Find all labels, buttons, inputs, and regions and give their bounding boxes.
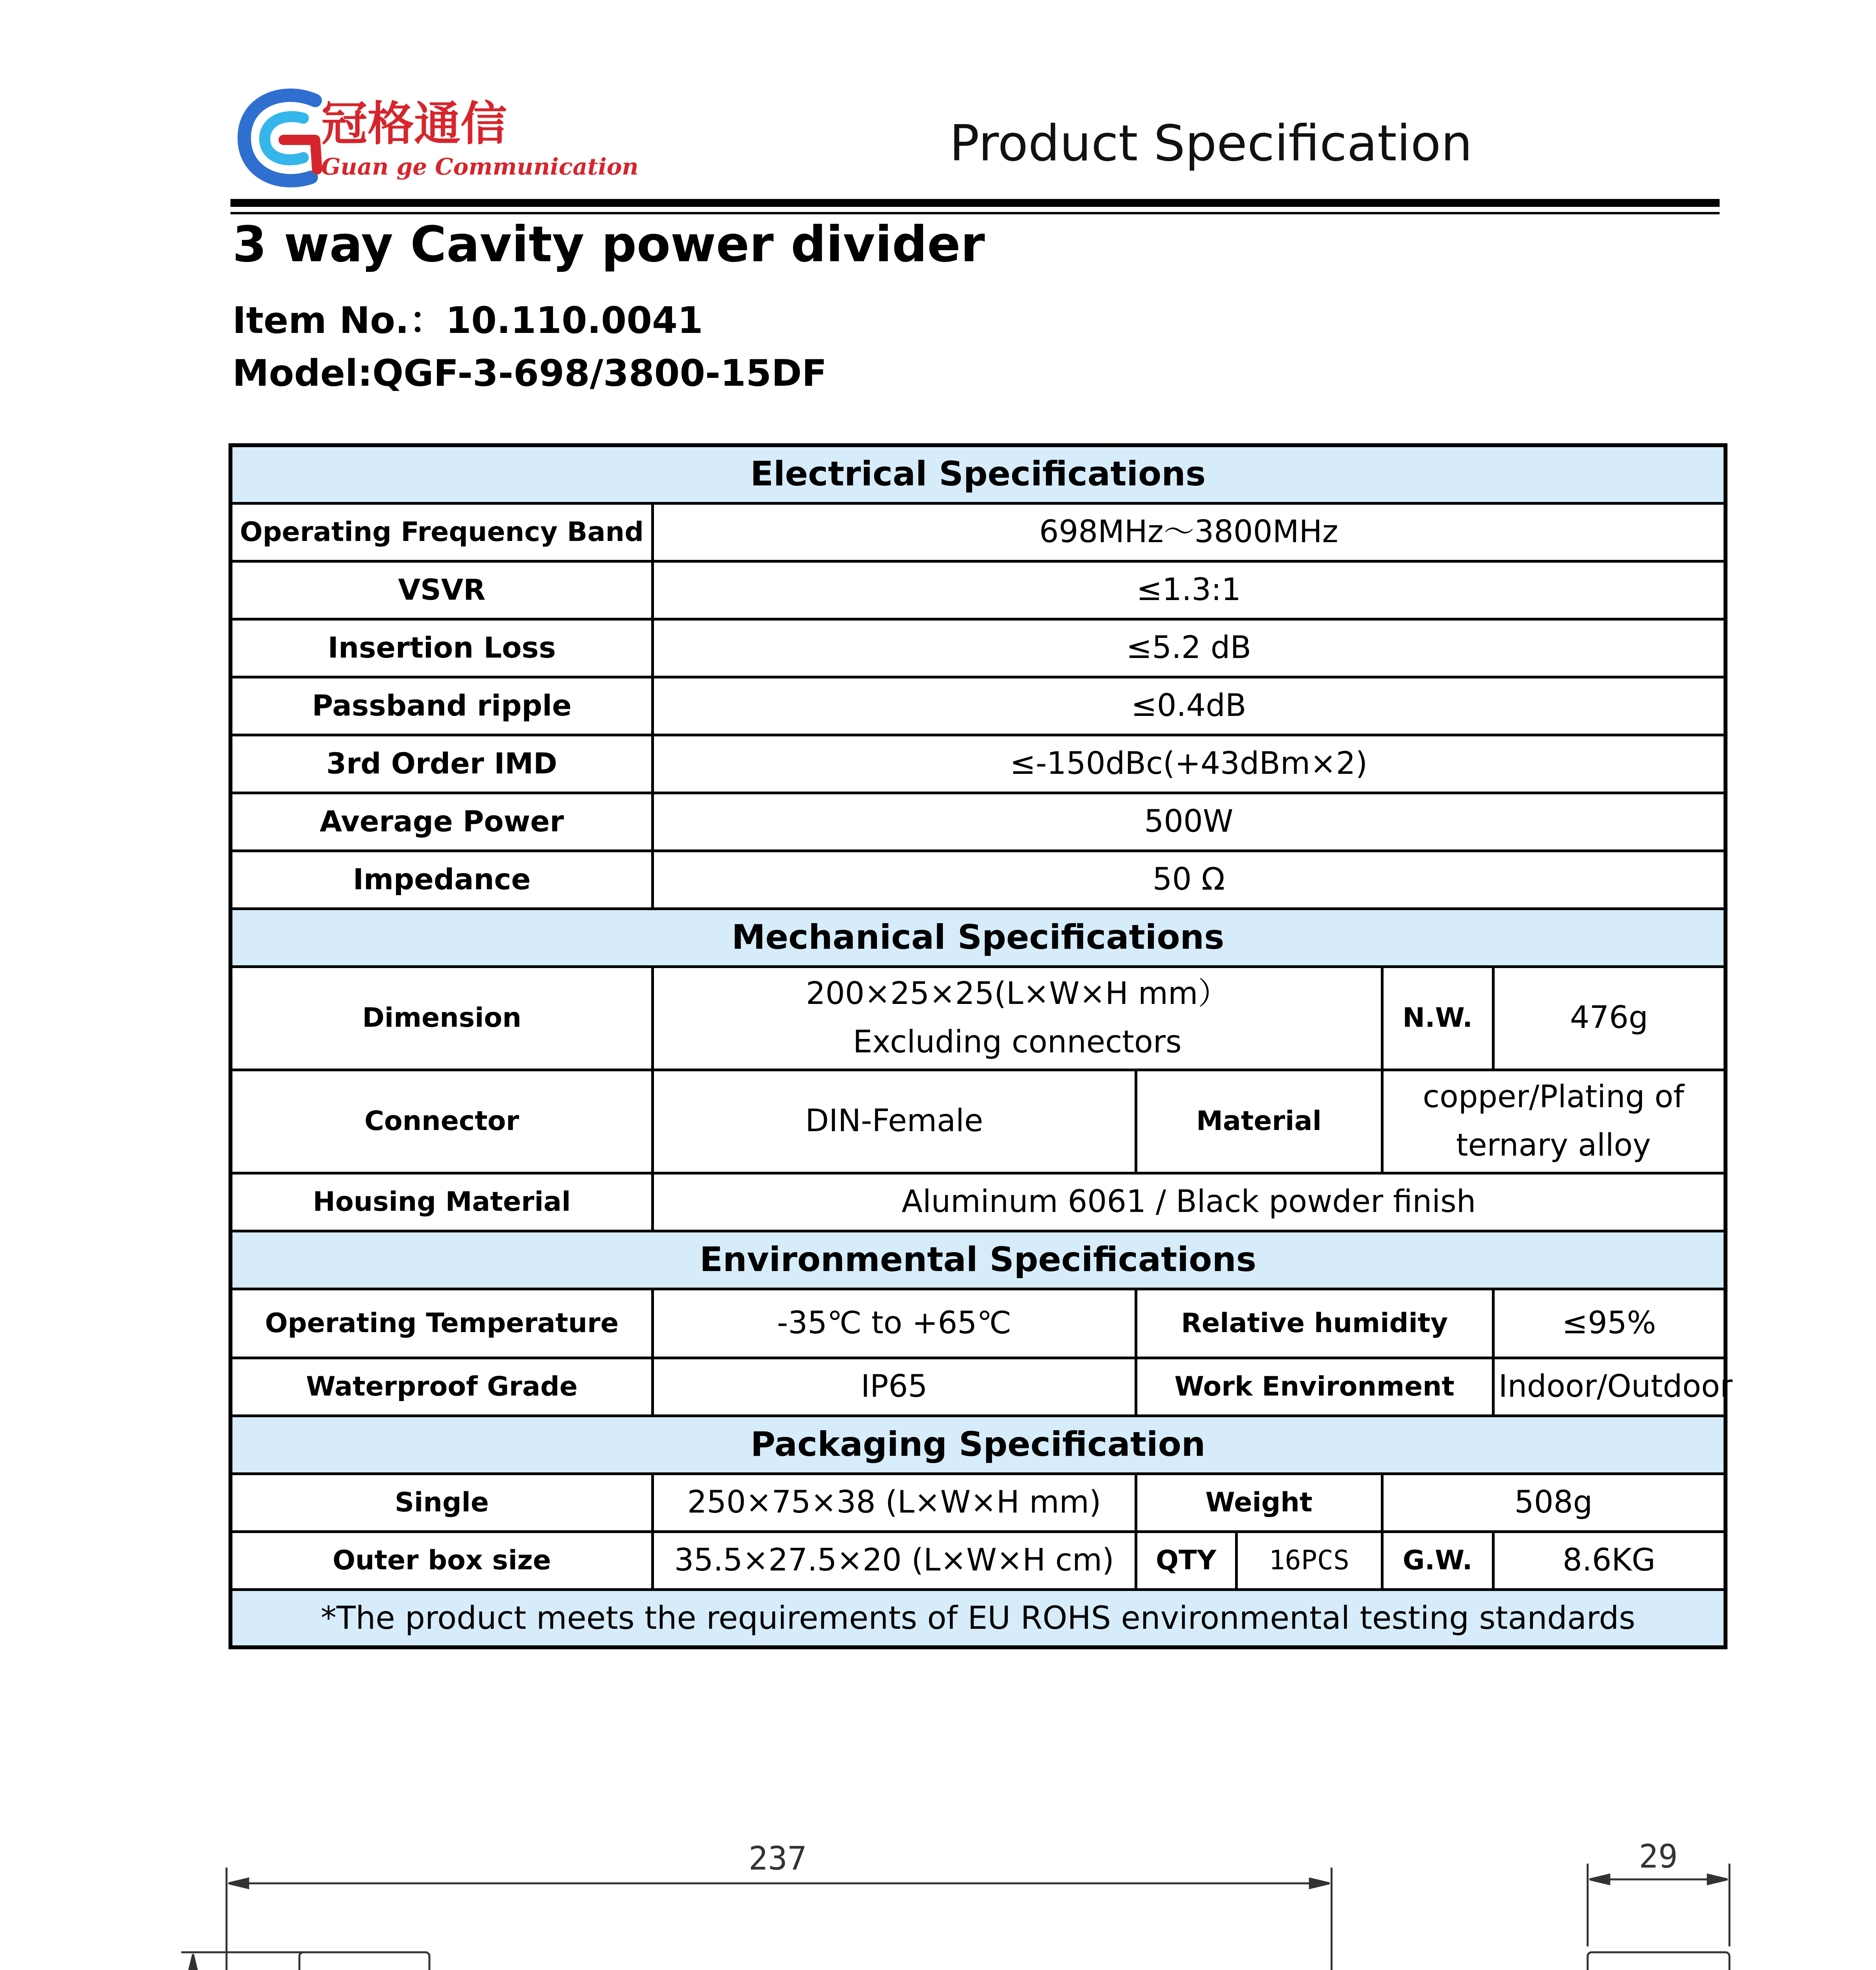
table-row <box>230 1474 1726 1531</box>
arrow-head <box>1708 1875 1727 1884</box>
housing-label: Housing Material <box>230 1173 652 1231</box>
specification-table <box>228 443 1733 1649</box>
outer-box-label: Outer box size <box>230 1531 652 1589</box>
humidity-label: Relative humidity <box>1136 1289 1493 1358</box>
side-top-flange <box>1588 1952 1729 1970</box>
table-row <box>230 793 1726 851</box>
material-line-2: ternary alloy <box>1456 1128 1651 1163</box>
table-row <box>230 619 1726 677</box>
temperature-label: Operating Temperature <box>230 1289 652 1358</box>
top-connector-flange <box>299 1952 429 1970</box>
table-row <box>230 851 1726 909</box>
material-label: Material <box>1136 1070 1382 1173</box>
logo-english-name: Guan ge Communication <box>321 153 639 180</box>
waterproof-value: IP65 <box>652 1358 1136 1416</box>
nw-label: N.W. <box>1382 966 1493 1070</box>
arrow-head <box>228 1879 248 1888</box>
electrical-heading-row <box>230 445 1726 503</box>
weight-label: Weight <box>1136 1474 1382 1531</box>
waterproof-label: Waterproof Grade <box>230 1358 652 1416</box>
material-value <box>1382 1070 1726 1173</box>
mechanical-heading: Mechanical Specifications <box>230 909 1726 966</box>
technical-drawing <box>150 1805 1773 1970</box>
spec-value: ≤-150dBc(+43dBm×2) <box>652 735 1726 793</box>
item-number: Item No.：10.110.0041 <box>232 299 703 342</box>
spec-label: 3rd Order IMD <box>230 735 652 793</box>
table-row <box>230 735 1726 793</box>
table-row <box>230 1358 1726 1416</box>
gw-value: 8.6KG <box>1493 1531 1726 1589</box>
spec-label: Impedance <box>230 851 652 909</box>
work-environment-value: Indoor/Outdoor <box>1493 1358 1726 1416</box>
dimension-line-1: 200×25×25(L×W×H mm） <box>806 976 1229 1011</box>
table-row <box>230 1289 1726 1358</box>
qty-label: QTY <box>1136 1531 1236 1589</box>
table-row <box>230 1531 1726 1589</box>
electrical-heading: Electrical Specifications <box>230 445 1726 503</box>
rohs-note: *The product meets the requirements of EU ROHS environmental testing standards <box>230 1589 1726 1647</box>
header-rule-thick <box>230 199 1720 207</box>
arrow-head <box>1310 1879 1330 1888</box>
model-number: Model:QGF-3-698/3800-15DF <box>232 352 827 394</box>
environmental-heading: Environmental Specifications <box>230 1231 1726 1289</box>
connector-value: DIN-Female <box>652 1070 1136 1173</box>
packaging-heading: Packaging Specification <box>230 1416 1726 1474</box>
environmental-heading-row <box>230 1231 1726 1289</box>
spec-label: VSVR <box>230 561 652 619</box>
mechanical-heading-row <box>230 909 1726 966</box>
single-label: Single <box>230 1474 652 1531</box>
table-row <box>230 503 1726 561</box>
spec-label: Passband ripple <box>230 677 652 735</box>
length-dimension-label: 237 <box>749 1840 807 1877</box>
housing-value: Aluminum 6061 / Black powder finish <box>652 1173 1726 1231</box>
table-row <box>230 966 1726 1070</box>
spec-value: ≤5.2 dB <box>652 619 1726 677</box>
spec-value: 698MHz～3800MHz <box>652 503 1726 561</box>
qty-value: 16PCS <box>1236 1531 1382 1589</box>
logo-chinese-name: 冠格通信 <box>321 96 507 151</box>
document-title: 3 way Cavity power divider <box>232 216 985 273</box>
work-environment-label: Work Environment <box>1136 1358 1493 1416</box>
weight-value: 508g <box>1382 1474 1726 1531</box>
humidity-value: ≤95% <box>1493 1289 1726 1358</box>
table-row <box>230 677 1726 735</box>
nw-value: 476g <box>1493 966 1726 1070</box>
spec-value: 500W <box>652 793 1726 851</box>
spec-label: Operating Frequency Band <box>230 503 652 561</box>
header-rule-thin <box>230 212 1720 214</box>
table-row <box>230 1173 1726 1231</box>
single-value: 250×75×38 (L×W×H mm) <box>652 1474 1136 1531</box>
arrow-head <box>1590 1875 1609 1884</box>
outer-box-value: 35.5×27.5×20 (L×W×H cm) <box>652 1531 1136 1589</box>
temperature-value: -35℃ to +65℃ <box>652 1289 1136 1358</box>
note-row <box>230 1589 1726 1647</box>
spec-value: 50 Ω <box>652 851 1726 909</box>
spec-label: Insertion Loss <box>230 619 652 677</box>
company-logo-graphic <box>236 85 639 191</box>
spec-value: ≤0.4dB <box>652 677 1726 735</box>
dimension-line-2: Excluding connectors <box>853 1024 1182 1060</box>
company-logo <box>236 85 639 191</box>
header-title: Product Specification <box>949 114 1473 172</box>
dimension-value <box>652 966 1382 1070</box>
connector-label: Connector <box>230 1070 652 1173</box>
spec-label: Average Power <box>230 793 652 851</box>
table-row <box>230 1070 1726 1173</box>
arrow-head <box>188 1954 198 1970</box>
material-line-1: copper/Plating of <box>1423 1079 1685 1115</box>
gw-label: G.W. <box>1382 1531 1493 1589</box>
packaging-heading-row <box>230 1416 1726 1474</box>
table-row <box>230 561 1726 619</box>
spec-value: ≤1.3:1 <box>652 561 1726 619</box>
side-width-label: 29 <box>1639 1838 1678 1875</box>
dimension-label: Dimension <box>230 966 652 1070</box>
